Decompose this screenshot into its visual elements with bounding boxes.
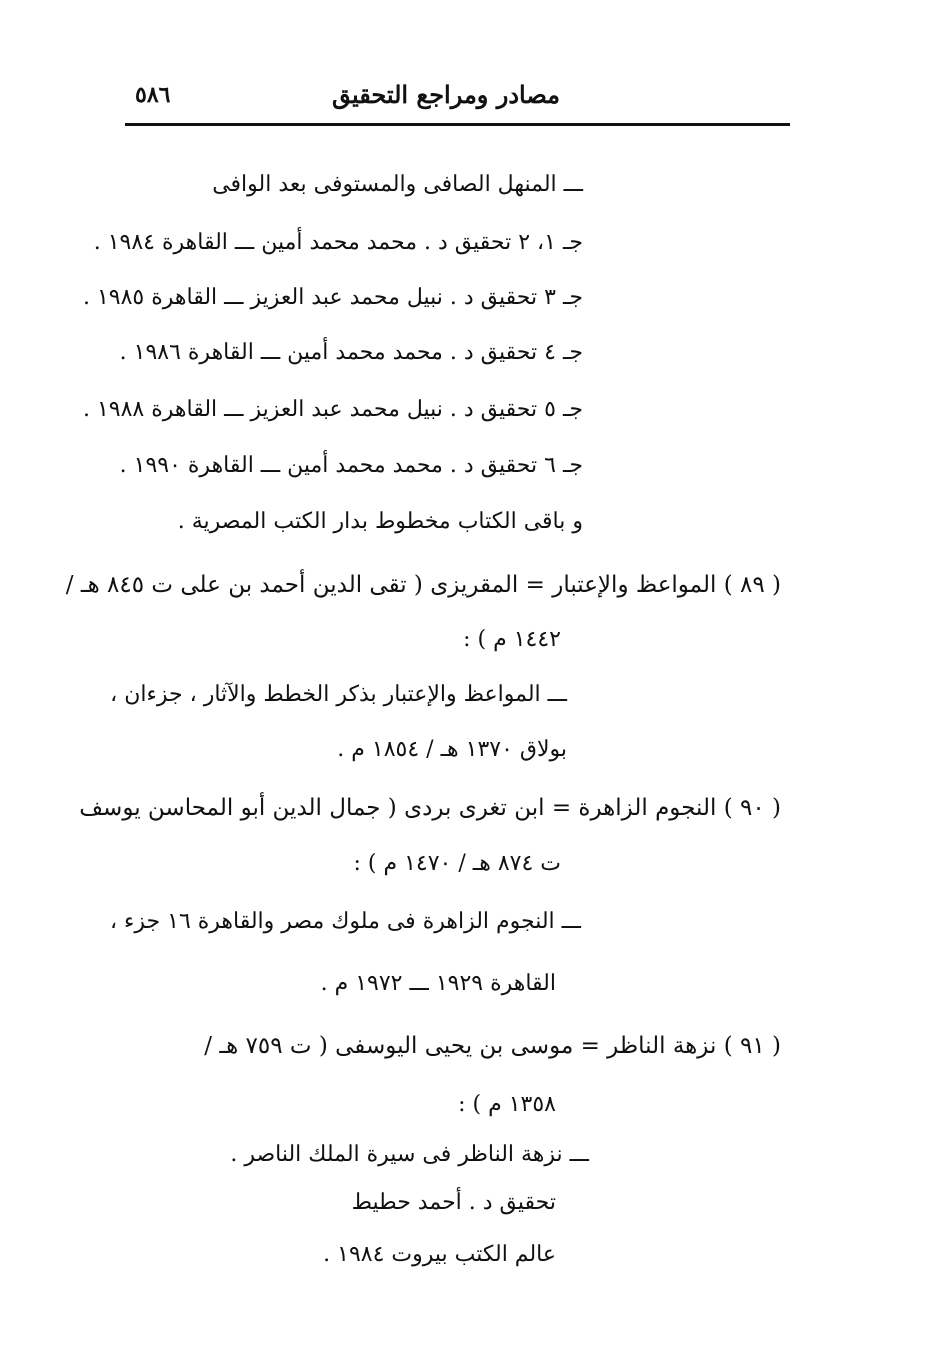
text-line: ١٤٤٢ م ) : bbox=[463, 627, 561, 652]
running-title: مصادر ومراجع التحقيق bbox=[331, 80, 560, 109]
entry-heading: ( ٨٩ ) المواعظ والإعتبار = المقريزى ( تقى الدين أحمد بن على ت ٨٤٥ هـ / bbox=[65, 572, 781, 598]
page-number: ٥٨٦ bbox=[135, 82, 171, 108]
text-line: ـــ النجوم الزاهرة فى ملوك مصر والقاهرة ١٦ جزء ، bbox=[109, 909, 581, 934]
text-line: ـــ المنهل الصافى والمستوفى بعد الوافى bbox=[212, 172, 583, 197]
text-line: جـ ١، ٢ تحقيق د . محمد محمد أمين ـــ القاهرة ١٩٨٤ . bbox=[93, 230, 583, 255]
entry-heading: ( ٩٠ ) النجوم الزاهرة = ابن تغرى بردى ( جمال الدين أبو المحاسن يوسف bbox=[79, 795, 781, 821]
text-line: القاهرة ١٩٢٩ ـــ ١٩٧٢ م . bbox=[320, 971, 556, 996]
page-header bbox=[125, 76, 790, 124]
text-line: عالم الكتب بيروت ١٩٨٤ . bbox=[323, 1242, 556, 1267]
text-line: ت ٨٧٤ هـ / ١٤٧٠ م ) : bbox=[353, 851, 561, 876]
text-line: ١٣٥٨ م ) : bbox=[458, 1092, 556, 1117]
entry-heading: ( ٩١ ) نزهة الناظر = موسى بن يحيى اليوسفى ( ت ٧٥٩ هـ / bbox=[204, 1033, 781, 1059]
text-line: جـ ٥ تحقيق د . نبيل محمد عبد العزيز ـــ القاهرة ١٩٨٨ . bbox=[82, 397, 583, 422]
text-line: ـــ نزهة الناظر فى سيرة الملك الناصر . bbox=[230, 1142, 589, 1167]
text-line: جـ ٦ تحقيق د . محمد محمد أمين ـــ القاهرة ١٩٩٠ . bbox=[119, 453, 583, 478]
text-line: بولاق ١٣٧٠ هـ / ١٨٥٤ م . bbox=[337, 737, 567, 762]
text-line: جـ ٤ تحقيق د . محمد محمد أمين ـــ القاهرة ١٩٨٦ . bbox=[119, 340, 583, 365]
text-line: تحقيق د . أحمد حطيط bbox=[351, 1190, 556, 1215]
header-rule bbox=[125, 123, 790, 126]
text-line: و باقى الكتاب مخطوط بدار الكتب المصرية . bbox=[177, 509, 583, 534]
text-line: ـــ المواعظ والإعتبار بذكر الخطط والآثار ، جزءان ، bbox=[110, 682, 567, 707]
text-line: جـ ٣ تحقيق د . نبيل محمد عبد العزيز ـــ القاهرة ١٩٨٥ . bbox=[82, 285, 583, 310]
